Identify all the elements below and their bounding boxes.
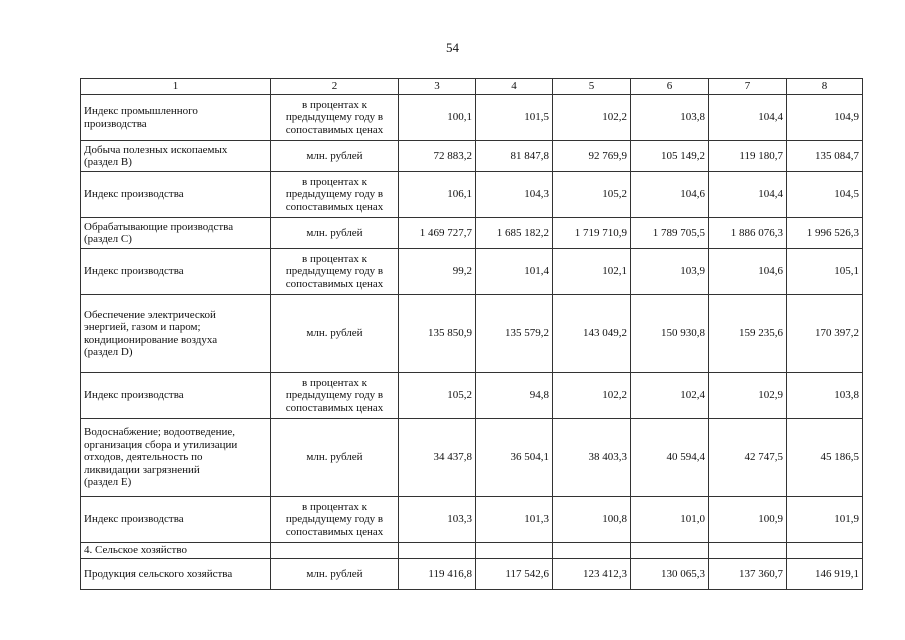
header-cell: 2 bbox=[271, 79, 399, 95]
header-cell: 8 bbox=[787, 79, 863, 95]
value-cell: 104,6 bbox=[631, 172, 709, 218]
label-line: Индекс промышленного bbox=[84, 105, 198, 117]
label-line: энергией, газом и паром; bbox=[84, 321, 201, 333]
label-line: Обеспечение электрической bbox=[84, 308, 216, 321]
value-cell: 102,4 bbox=[631, 373, 709, 419]
value-cell bbox=[553, 543, 631, 559]
value-cell: 1 685 182,2 bbox=[476, 218, 553, 249]
label-line: производства bbox=[84, 117, 147, 130]
table-row bbox=[81, 249, 863, 295]
value-cell: 146 919,1 bbox=[787, 559, 863, 590]
indicator-label bbox=[81, 218, 271, 249]
unit-line: предыдущему году в bbox=[285, 188, 384, 201]
value-cell: 104,4 bbox=[709, 95, 787, 141]
value-cell: 104,5 bbox=[787, 172, 863, 218]
unit-line: в процентах к bbox=[302, 175, 367, 188]
unit-cell bbox=[271, 543, 399, 559]
label-line: Обрабатывающие производства bbox=[84, 220, 234, 233]
label-line: (раздел В) bbox=[84, 156, 132, 168]
value-cell: 38 403,3 bbox=[553, 419, 631, 497]
value-cell: 170 397,2 bbox=[787, 295, 863, 373]
value-cell: 34 437,8 bbox=[399, 419, 476, 497]
value-cell: 72 883,2 bbox=[399, 141, 476, 172]
value-cell: 101,4 bbox=[476, 249, 553, 295]
value-cell: 104,3 bbox=[476, 172, 553, 218]
table-row bbox=[81, 497, 863, 543]
label-line: отходов, деятельность по bbox=[84, 451, 203, 464]
value-cell bbox=[631, 543, 709, 559]
page-number: 54 bbox=[446, 40, 459, 55]
table-row bbox=[81, 141, 863, 172]
value-cell: 105 149,2 bbox=[631, 141, 709, 172]
value-cell: 103,8 bbox=[631, 95, 709, 141]
unit-cell bbox=[271, 218, 399, 249]
table-row bbox=[81, 218, 863, 249]
header-cell: 1 bbox=[81, 79, 271, 95]
value-cell: 103,9 bbox=[631, 249, 709, 295]
value-cell: 102,9 bbox=[709, 373, 787, 419]
value-cell: 135 579,2 bbox=[476, 295, 553, 373]
value-cell: 130 065,3 bbox=[631, 559, 709, 590]
unit-line: сопоставимых ценах bbox=[285, 123, 384, 136]
value-cell: 105,2 bbox=[553, 172, 631, 218]
value-cell: 106,1 bbox=[399, 172, 476, 218]
value-cell bbox=[709, 543, 787, 559]
unit-cell bbox=[271, 172, 399, 218]
value-cell: 123 412,3 bbox=[553, 559, 631, 590]
header-cell: 4 bbox=[476, 79, 553, 95]
value-cell: 1 886 076,3 bbox=[709, 218, 787, 249]
unit-line: млн. рублей bbox=[306, 226, 363, 239]
label-line: Индекс производства bbox=[84, 265, 184, 278]
indicator-label bbox=[81, 295, 271, 373]
unit-line: млн. рублей bbox=[306, 567, 363, 580]
value-cell: 45 186,5 bbox=[787, 419, 863, 497]
value-cell: 102,1 bbox=[553, 249, 631, 295]
indicator-label bbox=[81, 497, 271, 543]
value-cell: 42 747,5 bbox=[709, 419, 787, 497]
value-cell: 137 360,7 bbox=[709, 559, 787, 590]
value-cell: 104,9 bbox=[787, 95, 863, 141]
value-cell: 150 930,8 bbox=[631, 295, 709, 373]
value-cell: 102,2 bbox=[553, 95, 631, 141]
value-cell: 101,3 bbox=[476, 497, 553, 543]
value-cell bbox=[787, 543, 863, 559]
unit-line: предыдущему году в bbox=[285, 265, 384, 278]
label-line: организация сбора и утилизации bbox=[84, 438, 238, 451]
value-cell: 105,2 bbox=[399, 373, 476, 419]
value-cell: 103,3 bbox=[399, 497, 476, 543]
value-cell: 101,0 bbox=[631, 497, 709, 543]
header-cell: 5 bbox=[553, 79, 631, 95]
label-line: Продукция сельского хозяйства bbox=[84, 567, 233, 580]
value-cell: 159 235,6 bbox=[709, 295, 787, 373]
indicator-label bbox=[81, 95, 271, 141]
header-row bbox=[81, 79, 863, 95]
value-cell: 135 084,7 bbox=[787, 141, 863, 172]
value-cell: 94,8 bbox=[476, 373, 553, 419]
label-line: Добыча полезных ископаемых bbox=[84, 143, 228, 156]
label-line: Индекс производства bbox=[84, 188, 184, 201]
unit-line: сопоставимых ценах bbox=[285, 401, 384, 414]
unit-line: в процентах к bbox=[302, 376, 367, 389]
label-line: 4. Сельское хозяйство bbox=[84, 544, 187, 557]
unit-line: предыдущему году в bbox=[285, 111, 384, 124]
value-cell: 1 996 526,3 bbox=[787, 218, 863, 249]
label-line: (раздел D) bbox=[84, 346, 133, 358]
unit-cell bbox=[271, 419, 399, 497]
label-line: кондиционирование воздуха bbox=[84, 333, 218, 346]
indicator-label bbox=[81, 373, 271, 419]
unit-line: млн. рублей bbox=[306, 149, 363, 162]
value-cell: 40 594,4 bbox=[631, 419, 709, 497]
unit-cell bbox=[271, 295, 399, 373]
value-cell: 135 850,9 bbox=[399, 295, 476, 373]
statistics-table bbox=[80, 78, 863, 590]
table-row bbox=[81, 95, 863, 141]
indicator-label bbox=[81, 141, 271, 172]
label-line: Индекс производства bbox=[84, 389, 184, 402]
unit-cell bbox=[271, 497, 399, 543]
table-row bbox=[81, 373, 863, 419]
table-row bbox=[81, 172, 863, 218]
indicator-label bbox=[81, 419, 271, 497]
unit-cell bbox=[271, 373, 399, 419]
value-cell bbox=[476, 543, 553, 559]
table-row bbox=[81, 419, 863, 497]
unit-cell bbox=[271, 95, 399, 141]
value-cell: 100,8 bbox=[553, 497, 631, 543]
unit-line: сопоставимых ценах bbox=[285, 277, 384, 290]
value-cell: 36 504,1 bbox=[476, 419, 553, 497]
unit-line: млн. рублей bbox=[306, 327, 363, 340]
value-cell: 99,2 bbox=[399, 249, 476, 295]
value-cell: 102,2 bbox=[553, 373, 631, 419]
value-cell: 101,9 bbox=[787, 497, 863, 543]
unit-line: сопоставимых ценах bbox=[285, 525, 384, 538]
unit-line: предыдущему году в bbox=[285, 513, 384, 526]
value-cell: 1 789 705,5 bbox=[631, 218, 709, 249]
table-row bbox=[81, 295, 863, 373]
label-line: Водоснабжение; водоотведение, bbox=[84, 426, 235, 439]
indicator-label bbox=[81, 559, 271, 590]
unit-cell bbox=[271, 141, 399, 172]
value-cell: 105,1 bbox=[787, 249, 863, 295]
value-cell: 119 180,7 bbox=[709, 141, 787, 172]
unit-line: в процентах к bbox=[302, 98, 367, 111]
unit-cell bbox=[271, 249, 399, 295]
indicator-label bbox=[81, 543, 271, 559]
value-cell: 101,5 bbox=[476, 95, 553, 141]
unit-cell bbox=[271, 559, 399, 590]
unit-line: в процентах к bbox=[302, 252, 367, 265]
value-cell: 81 847,8 bbox=[476, 141, 553, 172]
table-row bbox=[81, 543, 863, 559]
unit-line: сопоставимых ценах bbox=[285, 200, 384, 213]
value-cell: 92 769,9 bbox=[553, 141, 631, 172]
header-cell: 7 bbox=[709, 79, 787, 95]
value-cell: 103,8 bbox=[787, 373, 863, 419]
value-cell: 104,4 bbox=[709, 172, 787, 218]
value-cell: 1 469 727,7 bbox=[399, 218, 476, 249]
unit-line: предыдущему году в bbox=[285, 389, 384, 402]
value-cell: 1 719 710,9 bbox=[553, 218, 631, 249]
indicator-label bbox=[81, 249, 271, 295]
header-cell: 3 bbox=[399, 79, 476, 95]
indicator-label bbox=[81, 172, 271, 218]
value-cell: 104,6 bbox=[709, 249, 787, 295]
header-cell: 6 bbox=[631, 79, 709, 95]
table-row bbox=[81, 559, 863, 590]
unit-line: млн. рублей bbox=[306, 451, 363, 464]
value-cell: 117 542,6 bbox=[476, 559, 553, 590]
unit-line: в процентах к bbox=[302, 500, 367, 513]
label-line: (раздел С) bbox=[84, 233, 132, 245]
value-cell: 100,1 bbox=[399, 95, 476, 141]
label-line: Индекс производства bbox=[84, 513, 184, 526]
value-cell: 119 416,8 bbox=[399, 559, 476, 590]
label-line: (раздел Е) bbox=[84, 476, 132, 489]
label-line: ликвидации загрязнений bbox=[84, 463, 200, 476]
value-cell: 143 049,2 bbox=[553, 295, 631, 373]
table-container bbox=[80, 78, 863, 590]
value-cell bbox=[399, 543, 476, 559]
value-cell: 100,9 bbox=[709, 497, 787, 543]
